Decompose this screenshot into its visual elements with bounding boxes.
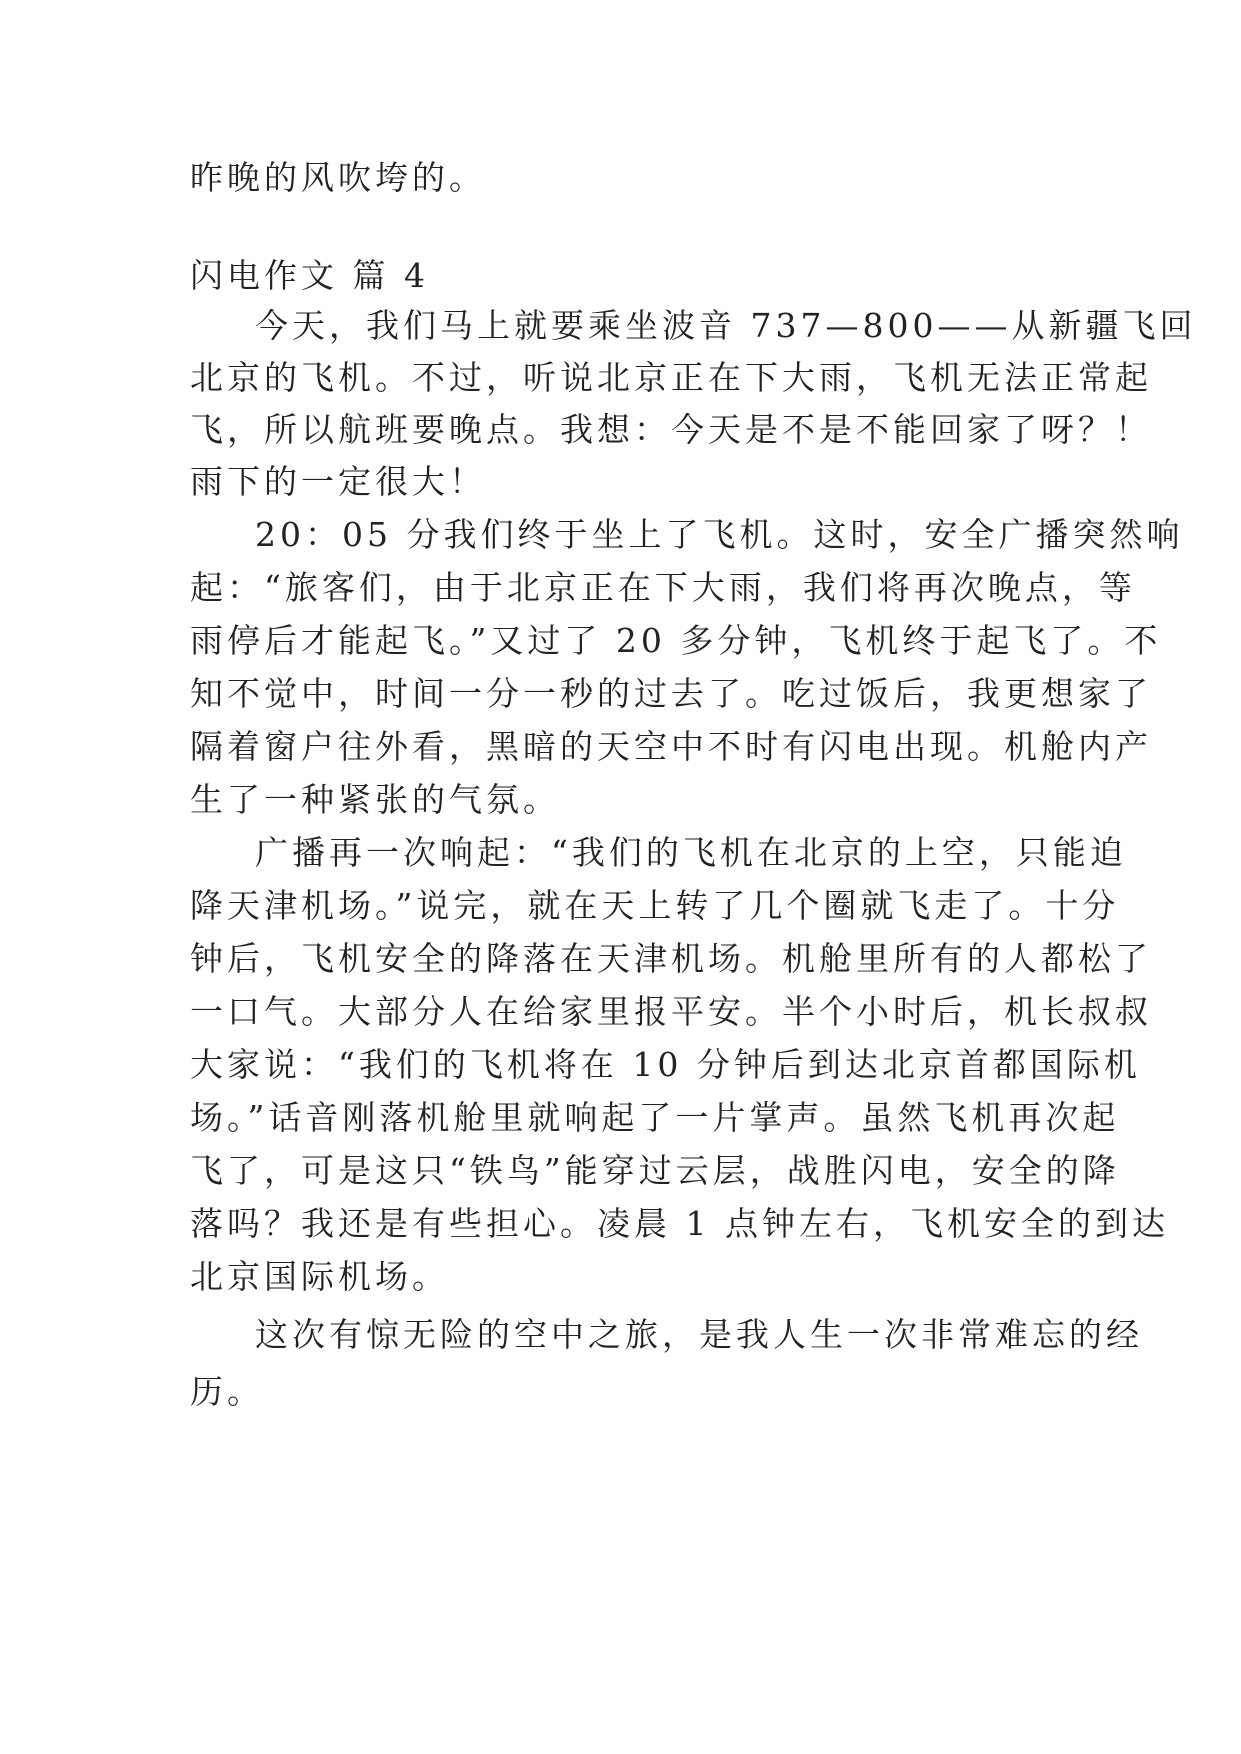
paragraph-3-line-6: 场。”话音刚落机舱里就响起了一片掌声。虽然飞机再次起 [190, 1098, 1120, 1137]
paragraph-3-line-4: 一口气。大部分人在给家里报平安。半个小时后，机长叔叔 [190, 992, 1152, 1031]
paragraph-4-line-1: 这次有惊无险的空中之旅，是我人生一次非常难忘的经 [255, 1315, 1143, 1354]
paragraph-2-line-4: 知不觉中，时间一分一秒的过去了。吃过饭后，我更想家了 [190, 674, 1152, 713]
paragraph-1-line-3: 飞，所以航班要晚点。我想：今天是不是不能回家了呀？！ [190, 410, 1152, 449]
paragraph-1-line-1: 今天，我们马上就要乘坐波音 737—800——从新疆飞回 [255, 306, 1197, 345]
paragraph-1-line-2: 北京的飞机。不过，听说北京正在下大雨，飞机无法正常起 [190, 358, 1152, 397]
paragraph-1-line-4: 雨下的一定很大！ [190, 462, 486, 501]
paragraph-3-line-8: 落吗？我还是有些担心。凌晨 1 点钟左右，飞机安全的到达 [190, 1204, 1169, 1243]
section-title: 闪电作文 篇 4 [190, 256, 429, 295]
paragraph-2-line-3: 雨停后才能起飞。”又过了 20 多分钟，飞机终于起飞了。不 [190, 621, 1162, 660]
paragraph-2-line-5: 隔着窗户往外看，黑暗的天空中不时有闪电出现。机舱内产 [190, 727, 1152, 766]
paragraph-2-line-6: 生了一种紧张的气氛。 [190, 780, 560, 819]
paragraph-3-line-3: 钟后，飞机安全的降落在天津机场。机舱里所有的人都松了 [190, 939, 1152, 978]
paragraph-3-line-9: 北京国际机场。 [190, 1257, 449, 1296]
paragraph-3-line-5: 大家说：“我们的飞机将在 10 分钟后到达北京首都国际机 [190, 1045, 1141, 1084]
paragraph-2-line-1: 20：05 分我们终于坐上了飞机。这时，安全广播突然响 [255, 515, 1184, 554]
previous-paragraph-tail: 昨晚的风吹垮的。 [190, 158, 486, 197]
paragraph-3-line-2: 降天津机场。”说完，就在天上转了几个圈就飞走了。十分 [190, 886, 1120, 925]
paragraph-3-line-1: 广播再一次响起：“我们的飞机在北京的上空，只能迫 [255, 833, 1127, 872]
paragraph-2-line-2: 起：“旅客们，由于北京正在下大雨，我们将再次晚点，等 [190, 568, 1136, 607]
paragraph-4-line-2: 历。 [190, 1372, 264, 1411]
paragraph-3-line-7: 飞了，可是这只“铁鸟”能穿过云层，战胜闪电，安全的降 [190, 1151, 1120, 1190]
